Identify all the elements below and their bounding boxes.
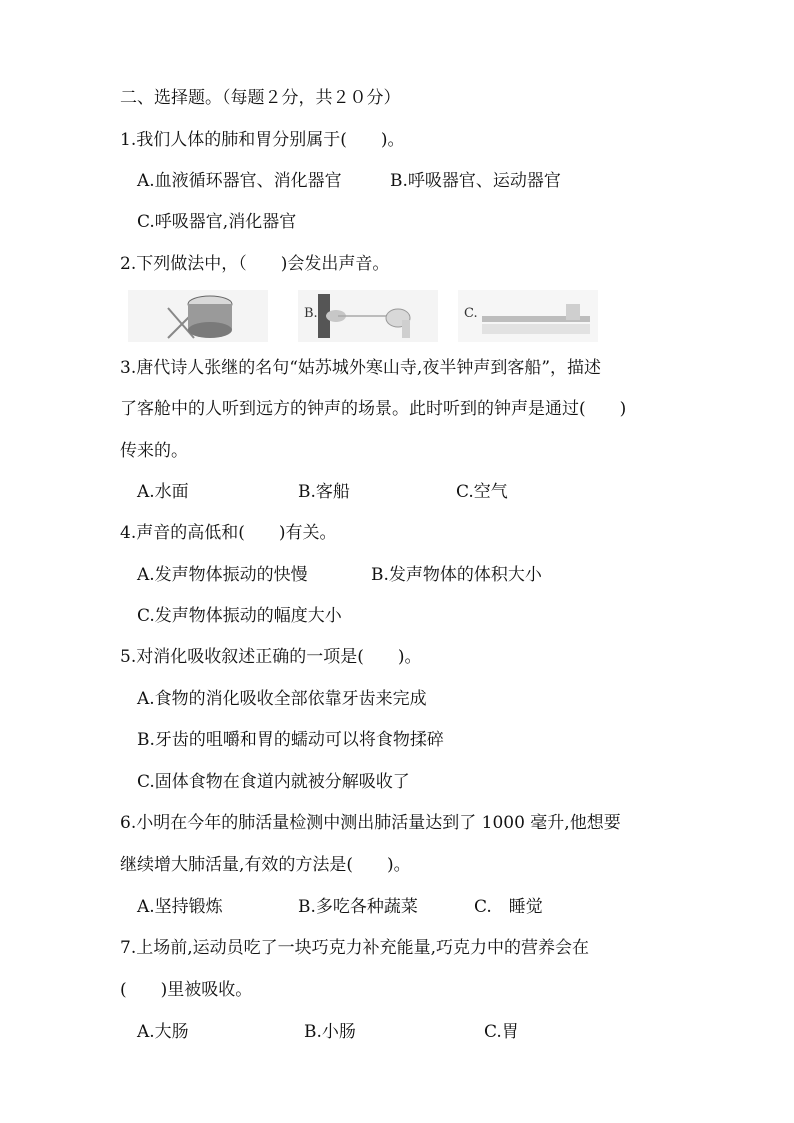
question-2-image-options [128,290,588,342]
question-7-stem-line-2: ( )里被吸收。 [120,980,253,1000]
question-7-option-b: B.小肠 [304,1022,356,1042]
question-3-stem-line-3: 传来的。 [120,441,188,461]
question-5-option-b: B.牙齿的咀嚼和胃的蠕动可以将食物揉碎 [137,730,444,750]
question-5-stem: 5.对消化吸收叙述正确的一项是( )。 [120,647,422,667]
question-6-option-c: C. 睡觉 [474,897,543,917]
image-option-a [128,290,268,342]
question-3-stem-line-2: 了客舱中的人听到远方的钟声的场景。此时听到的钟声是通过( ) [120,399,627,419]
question-3-option-c: C.空气 [456,482,508,502]
question-4-option-c: C.发声物体振动的幅度大小 [137,606,342,626]
image-option-c-label: C. [464,306,478,321]
question-6-option-a: A.坚持锻炼 [137,897,223,917]
section-title: 二、选择题。（每题２分，共２０分） [120,88,401,108]
question-2-stem: 2.下列做法中，（ )会发出声音。 [120,254,390,274]
image-option-b-label: B. [304,306,318,321]
question-1-stem: 1.我们人体的肺和胃分别属于( )。 [120,130,405,150]
question-6-stem-line-1: 6.小明在今年的肺活量检测中测出肺活量达到了 1000 毫升,他想要 [120,813,621,833]
question-5-option-c: C.固体食物在食道内就被分解吸收了 [137,772,410,792]
image-option-b [298,290,438,342]
question-1-option-a: A.血液循环器官、消化器官 [137,171,342,191]
question-3-option-a: A.水面 [137,482,189,502]
question-7-option-c: C.胃 [484,1022,519,1042]
question-7-stem-line-1: 7.上场前,运动员吃了一块巧克力补充能量,巧克力中的营养会在 [120,938,590,958]
question-6-option-b: B.多吃各种蔬菜 [298,897,418,917]
question-3-option-b: B.客船 [298,482,350,502]
image-option-c [458,290,598,342]
question-4-option-b: B.发声物体的体积大小 [371,565,542,585]
question-7-option-a: A.大肠 [137,1022,189,1042]
question-4-option-a: A.发声物体振动的快慢 [137,565,308,585]
question-1-option-b: B.呼吸器官、运动器官 [390,171,561,191]
question-3-stem-line-1: 3.唐代诗人张继的名句“姑苏城外寒山寺,夜半钟声到客船”，描述 [120,358,602,378]
string-pulling-illustration-icon [298,290,438,342]
drum-illustration-icon [128,290,268,342]
question-1-option-c: C.呼吸器官,消化器官 [137,212,297,232]
ruler-illustration-icon [458,290,598,342]
question-6-stem-line-2: 继续增大肺活量,有效的方法是( )。 [120,855,411,875]
question-5-option-a: A.食物的消化吸收全部依靠牙齿来完成 [137,689,427,709]
question-4-stem: 4.声音的高低和( )有关。 [120,523,337,543]
